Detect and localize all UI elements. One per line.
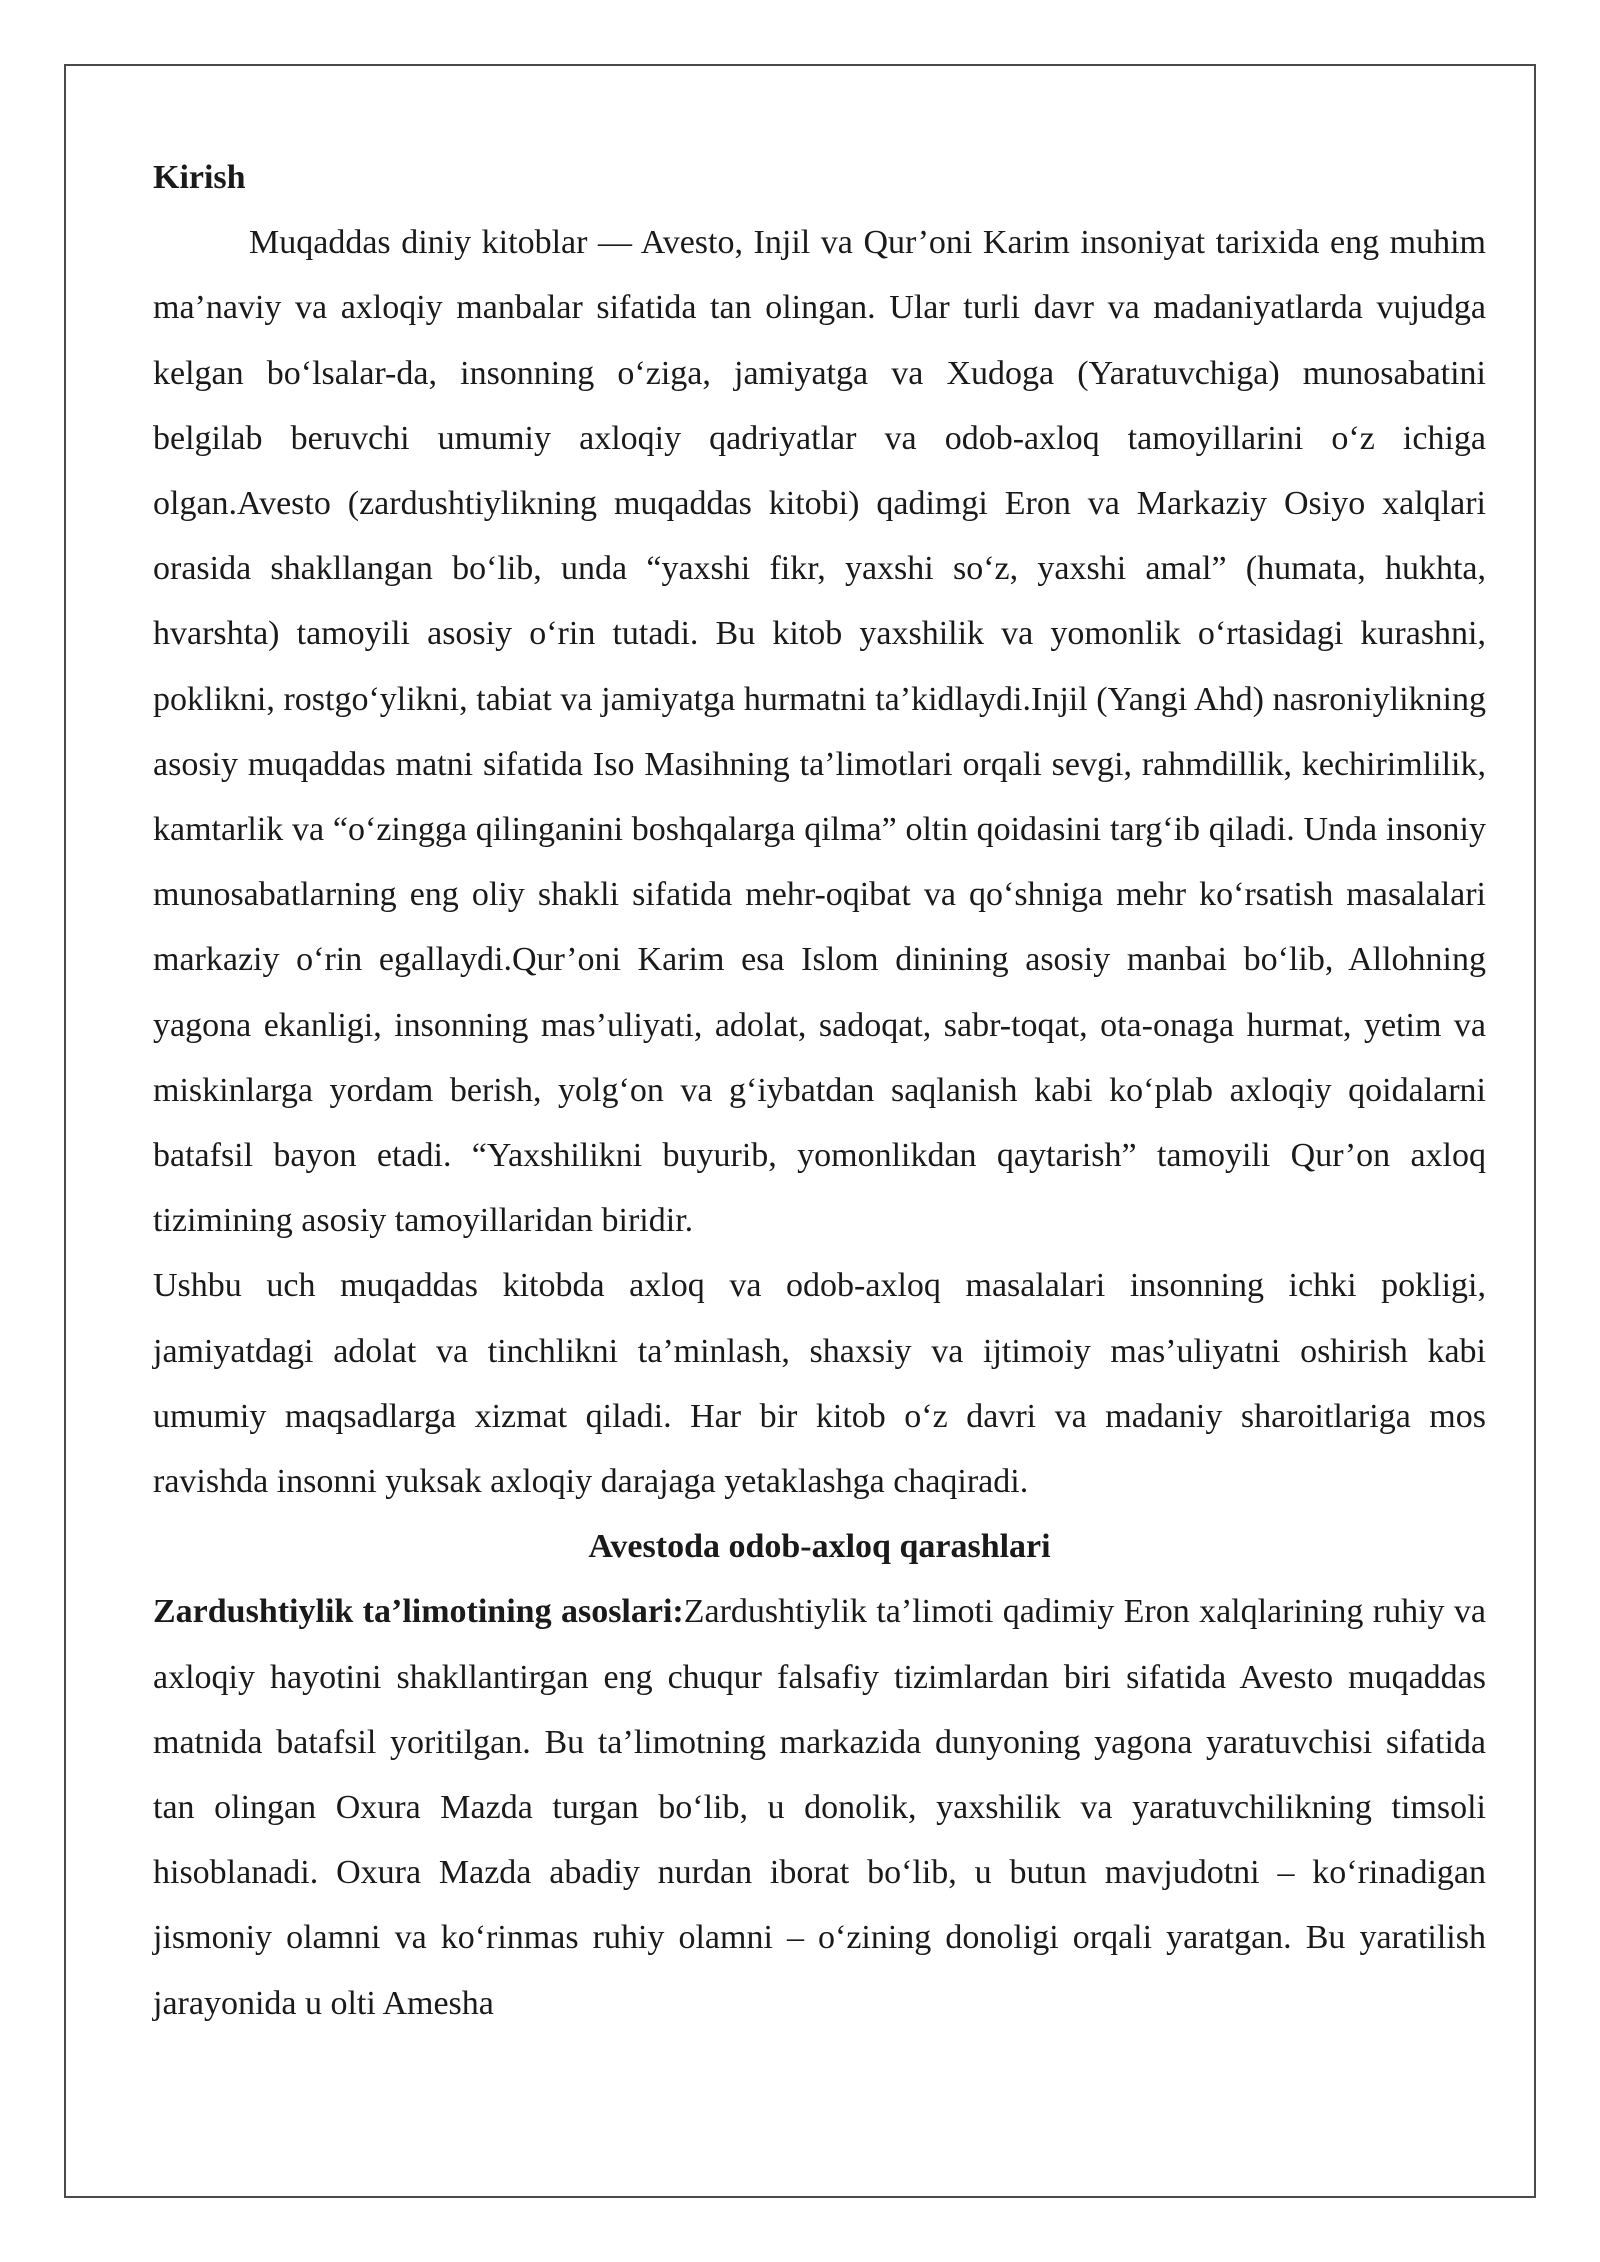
document-body [153,145,1486,2036]
section-heading: Avestoda odob-axloq qarashlari [588,1528,1051,1566]
subsection-paragraph: Zardushtiylik ta’limoti qadimiy Eron xalqlarining ruhiy va axloqiy hayotini shakllantirgan eng chuqur falsafiy tizimlardan biri sifatida Avesto muqaddas matnida batafsil yoritilgan. Bu ta’limotning markazida dunyoning yagona yaratuvchisi sifatida tan olingan Oxura Mazda turgan boʻlib, u donolik, yaxshilik va yaratuvchilikning timsoli hisoblanadi. Oxura Mazda abadiy nurdan iborat boʻlib, u butun mavjudotni – koʻrinadigan jismoniy olamni va koʻrinmas ruhiy olamni – oʻzining donoligi orqali yaratgan. Bu yaratilish jarayonida u olti Amesha [153,1593,1486,2022]
intro-paragraph: Muqaddas diniy kitoblar — Avesto, Injil va Qur’oni Karim insoniyat tarixida eng muhim ma’naviy va axloqiy manbalar sifatida tan olingan. Ular turli davr va madaniyatlarda vujudga kelgan boʻlsalar-da, insonning oʻziga, jamiyatga va Xudoga (Yaratuvchiga) munosabatini belgilab beruvchi umumiy axloqiy qadriyatlar va odob-axloq tamoyillarini oʻz ichiga olgan.Avesto (zardushtiylikning muqaddas kitobi) qadimgi Eron va Markaziy Osiyo xalqlari orasida shakllangan boʻlib, unda “yaxshi fikr, yaxshi soʻz, yaxshi amal” (humata, hukhta, hvarshta) tamoyili asosiy oʻrin tutadi. Bu kitob yaxshilik va yomonlik oʻrtasidagi kurashni, poklikni, rostgoʻylikni, tabiat va jamiyatga hurmatni ta’kidlaydi.Injil (Yangi Ahd) nasroniylikning asosiy muqaddas matni sifatida Iso Masihning ta’limotlari orqali sevgi, rahmdillik, kechirimlilik, kamtarlik va “oʻzingga qilinganini boshqalarga qilma” oltin qoidasini targʻib qiladi. Unda insoniy munosabatlarning eng oliy shakli sifatida mehr-oqibat va qoʻshniga mehr koʻrsatish masalalari markaziy oʻrin egallaydi.Qur’oni Karim esa Islom dinining asosiy manbai boʻlib, Allohning yagona ekanligi, insonning mas’uliyati, adolat, sadoqat, sabr-toqat, ota-onaga hurmat, yetim va miskinlarga yordam berish, yolgʻon va gʻiybatdan saqlanish kabi koʻplab axloqiy qoidalarni batafsil bayon etadi. “Yaxshilikni buyurib, yomonlikdan qaytarish” tamoyili Qur’on axloq tizimining asosiy tamoyillaridan biridir. [153,224,1486,1240]
summary-paragraph: Ushbu uch muqaddas kitobda axloq va odob-axloq masalalari insonning ichki pokligi, jamiyatdagi adolat va tinchlikni ta’minlash, shaxsiy va ijtimoiy mas’uliyatni oshirish kabi umumiy maqsadlarga xizmat qiladi. Har bir kitob oʻz davri va madaniy sharoitlariga mos ravishda insonni yuksak axloqiy darajaga yetaklashga chaqiradi. [153,1267,1486,1501]
intro-heading: Kirish [153,159,246,196]
subsection-paragraph-container [153,1579,1486,2035]
subsection-label: Zardushtiylik ta’limotining asoslari: [153,1593,684,1631]
